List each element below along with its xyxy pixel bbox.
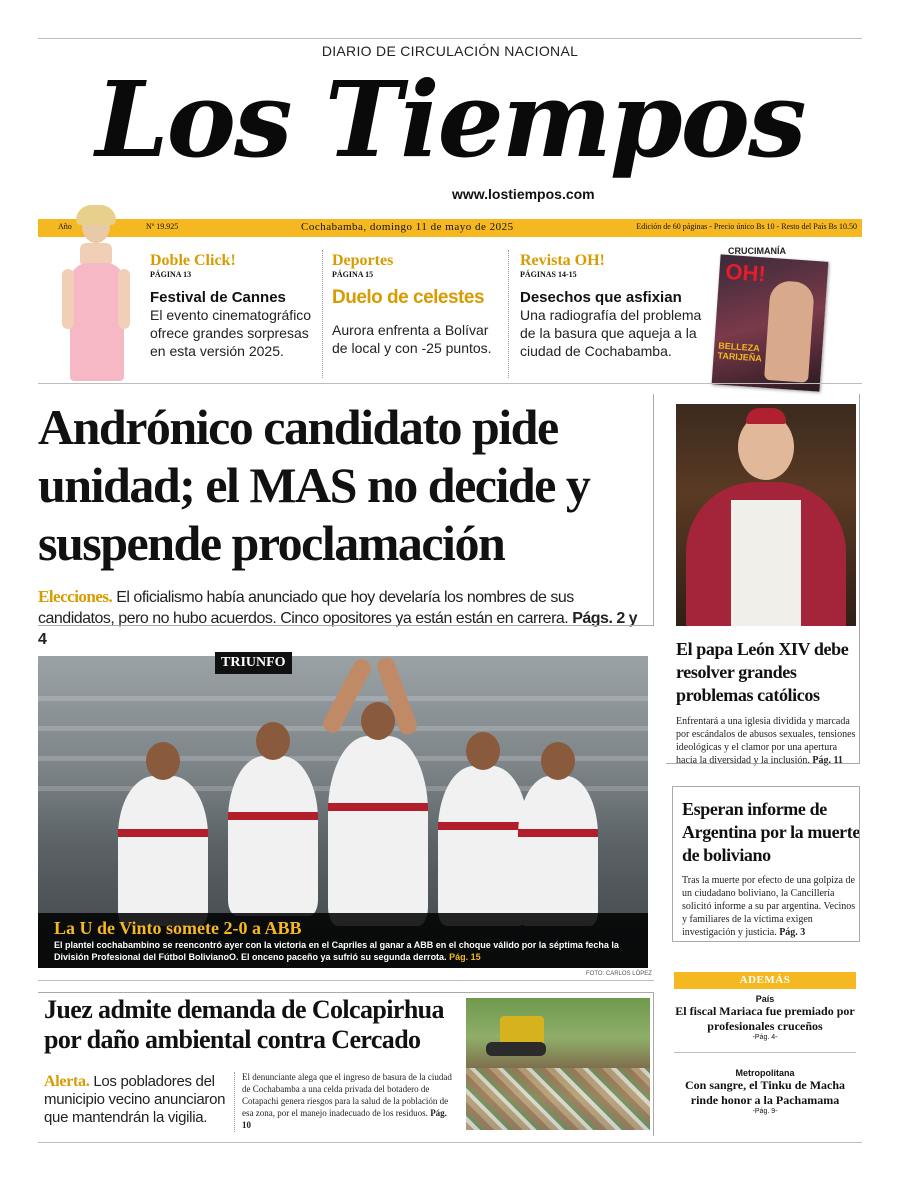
sports-body <box>54 939 632 963</box>
magazine-cover-text: BELLEZA TARIJEÑA <box>717 340 763 364</box>
ademas-page: -Pág. 9- <box>752 1108 778 1115</box>
website-link[interactable]: www.lostiempos.com <box>452 186 595 202</box>
argentina-box <box>672 786 860 942</box>
sports-text: El plantel cochabambino se reencontró ayer con la victoria en el Capriles al ganar a ABB en el choque válido por la séptima fecha la División Profesional del Fútbol BolivianoO. El onceno paceño ya sufrió su segunda derrota. <box>54 940 619 962</box>
teaser-title: Desechos que asfixian <box>520 289 682 306</box>
triunfo-tag: TRIUNFO <box>215 652 292 674</box>
ademas-item[interactable] <box>674 1068 856 1115</box>
ademas-page: -Pág. 4- <box>752 1034 778 1041</box>
teaser-doble-click[interactable] <box>150 252 320 360</box>
tagline: DIARIO DE CIRCULACIÓN NACIONAL <box>321 43 579 59</box>
cannes-photo[interactable] <box>56 205 136 383</box>
teaser-page: PÁGINAS 14-15 <box>520 270 577 279</box>
magazine-title: OH! <box>724 258 767 287</box>
issue-number: Nº 19.925 <box>146 222 179 231</box>
pope-text: Enfrentará a una iglesia dividida y marcada por escándalos de abusos sexuales, tensiones ideológicas y el clamor por una apertura hacia la diversidad y la inclusión. <box>676 716 856 766</box>
sports-headline[interactable]: La U de Vinto somete 2-0 a ABB <box>54 918 302 938</box>
lead-kicker: Elecciones. <box>38 587 113 606</box>
bottom-rule <box>38 1142 862 1143</box>
teaser-section: Deportes <box>332 252 394 269</box>
pope-box <box>666 394 860 764</box>
lead-pages[interactable]: Págs. 2 y 4 <box>38 610 638 648</box>
bottom-text: Los pobladores del municipio vecino anunciaron que mantendrán la vigilia. <box>44 1073 226 1126</box>
sports-caption <box>38 913 648 968</box>
sports-rule <box>38 980 654 981</box>
pope-headline[interactable]: El papa León XIV debe resolver grandes problemas católicos <box>676 639 849 705</box>
year-label: Año <box>58 222 72 231</box>
teaser-body: Una radiografía del problema de la basura que aqueja a la ciudad de Cochabamba. <box>520 307 702 359</box>
ademas-section: Metropolitana <box>735 1068 795 1078</box>
teaser-body: Aurora enfrenta a Bolívar de local y con -25 puntos. <box>332 322 492 356</box>
ademas-item[interactable] <box>674 994 856 1041</box>
teaser-page: PÁGINA 15 <box>332 270 374 279</box>
issue-date: Cochabamba, domingo 11 de mayo de 2025 <box>301 221 514 233</box>
argentina-headline[interactable]: Esperan informe de Argentina por la muerte de boliviano <box>682 799 860 865</box>
bottom-box <box>38 992 654 1136</box>
lead-box <box>38 394 654 626</box>
ademas-title: Con sangre, el Tinku de Macha rinde honor a la Pachamama <box>684 1078 846 1107</box>
argentina-page[interactable]: Pág. 3 <box>779 927 806 938</box>
bottom-headline[interactable]: Juez admite demanda de Colcapirhua por daño ambiental contra Cercado <box>44 995 444 1054</box>
newspaper-logo[interactable]: Los Tiempos <box>95 58 805 181</box>
bottom-kicker: Alerta. <box>44 1073 90 1090</box>
edition-price: Edición de 60 páginas - Precio único Bs 10 - Resto del País Bs 10.50 <box>636 222 857 231</box>
teaser-title: Duelo de celestes <box>332 287 485 308</box>
magazine-brand: CRUCIMANÍA <box>728 246 786 256</box>
bottom-page[interactable]: Pág. 10 <box>242 1108 447 1130</box>
teaser-page: PÁGINA 13 <box>150 270 192 279</box>
teaser-divider <box>508 250 509 378</box>
photo-credit: FOTO: CARLOS LÓPEZ <box>586 971 652 977</box>
lead-headline[interactable]: Andrónico candidato pide unidad; el MAS no decide y suspende proclamación <box>38 399 590 571</box>
teaser-divider <box>322 250 323 378</box>
teaser-section: Doble Click! <box>150 252 236 269</box>
teaser-rule <box>38 383 862 384</box>
info-bar <box>38 219 862 237</box>
teaser-section: Revista OH! <box>520 252 605 269</box>
sports-page[interactable]: Pág. 15 <box>449 952 481 962</box>
top-rule <box>38 38 862 39</box>
teaser-body: El evento cinematográfico ofrece grandes sorpresas en esta versión 2025. <box>150 307 312 359</box>
ademas-divider <box>674 1052 856 1053</box>
pope-page[interactable]: Pág. 11 <box>812 755 843 766</box>
lead-text: El oficialismo había anunciado que hoy develaría los nombres de sus candidatos, pero no hubo acuerdos. Cinco opositores ya están están en carrera. <box>38 589 574 627</box>
teaser-title: Festival de Cannes <box>150 289 286 306</box>
ademas-title: El fiscal Mariaca fue premiado por profesionales cruceños <box>675 1004 855 1033</box>
argentina-text: Tras la muerte por efecto de una golpiza de un ciudadano boliviano, la Cancillería solicitó informe a su par argentina. Vecinos y familiares de la víctima exigen investigación y justicia. <box>682 875 856 938</box>
bottom-col2-text: El denunciante alega que el ingreso de basura de la ciudad de Cochabamba a una celda privada del botadero de Cotapachi genera riesgos para la salud de la población de esa zona, por el manejo inadecuado de los residuos. <box>242 1072 452 1118</box>
ademas-bar: ADEMÁS <box>674 972 856 989</box>
teaser-deportes[interactable] <box>332 252 502 357</box>
magazine-cover[interactable] <box>708 246 826 388</box>
teaser-revista-oh[interactable] <box>520 252 710 360</box>
ademas-section: País <box>755 994 775 1004</box>
